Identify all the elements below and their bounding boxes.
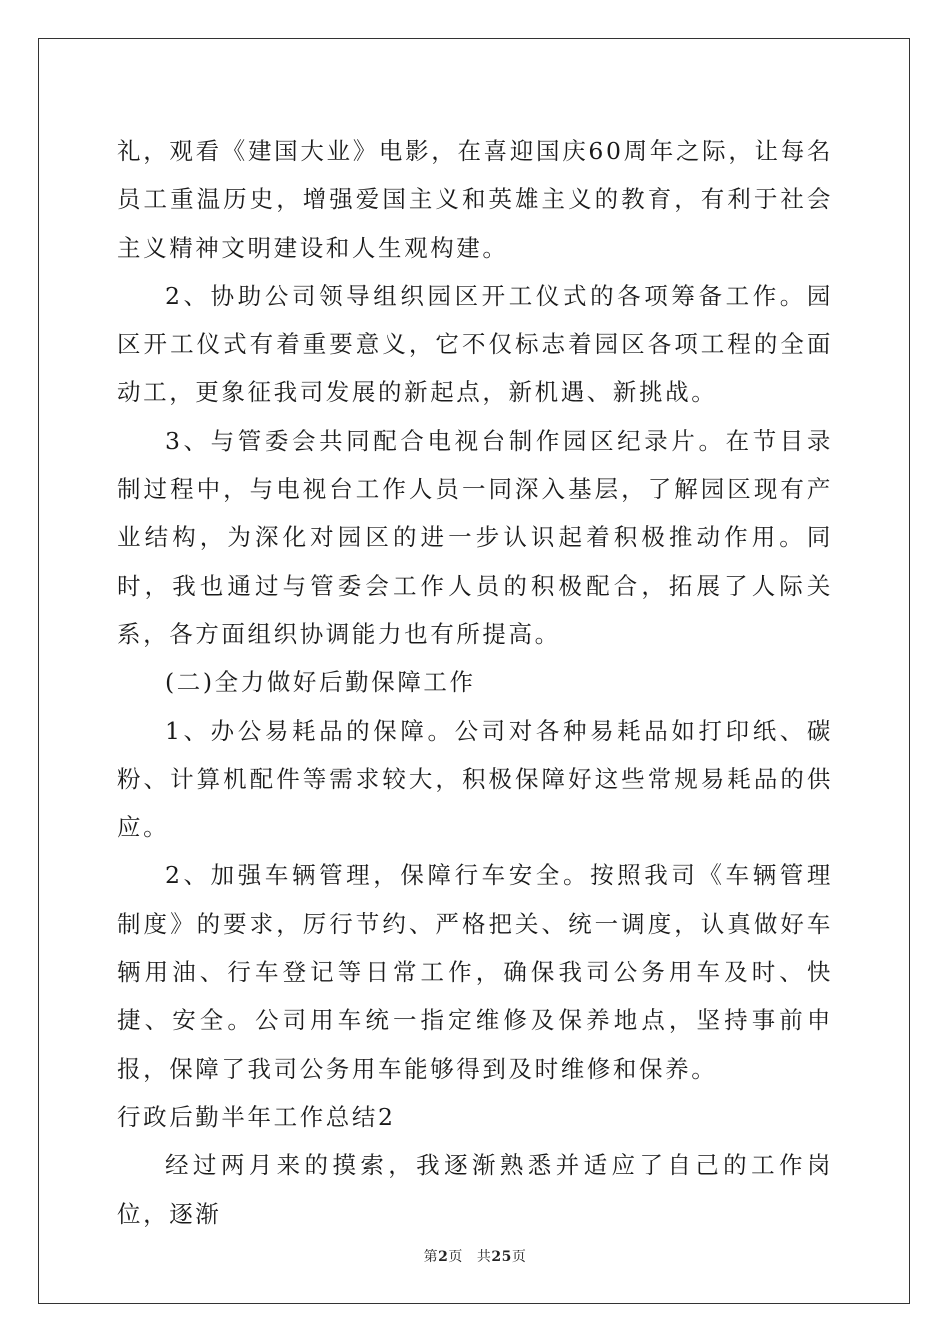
paragraph: 1、办公易耗品的保障。公司对各种易耗品如打印纸、碳粉、计算机配件等需求较大，积极保障好这些常规易耗品的供应。 [117, 716, 833, 842]
footer-page-prefix: 第 [423, 1249, 439, 1265]
footer-total-suffix: 页 [511, 1249, 527, 1265]
paragraph: 3、与管委会共同配合电视台制作园区纪录片。在节目录制过程中，与电视台工作人员一同深入基层，了解园区现有产业结构，为深化对园区的进一步认识起着积极推动作用。同时，我也通过与管委会工作人员的积极配合，拓展了人际关系，各方面组织协调能力也有所提高。 [117, 426, 833, 648]
section-title: 行政后勤半年工作总结2 [117, 1102, 396, 1131]
document-body [117, 127, 833, 1238]
footer-page-number: 2 [438, 1249, 449, 1265]
footer-total-prefix: 共 [476, 1249, 492, 1265]
footer-total-pages: 25 [491, 1249, 512, 1265]
paragraph: 礼，观看《建国大业》电影，在喜迎国庆60周年之际，让每名员工重温历史，增强爱国主义和英雄主义的教育，有利于社会主义精神文明建设和人生观构建。 [117, 137, 833, 262]
footer-page-suffix: 页 [448, 1249, 463, 1265]
paragraph: 经过两月来的摸索，我逐渐熟悉并适应了自己的工作岗位，逐渐 [117, 1151, 833, 1228]
section-subheading: (二)全力做好后勤保障工作 [165, 668, 476, 697]
page-footer [0, 1246, 950, 1266]
paragraph: 2、协助公司领导组织园区开工仪式的各项筹备工作。园区开工仪式有着重要意义，它不仅标志着园区各项工程的全面动工，更象征我司发展的新起点，新机遇、新挑战。 [117, 281, 833, 407]
paragraph: 2、加强车辆管理，保障行车安全。按照我司《车辆管理制度》的要求，厉行节约、严格把关、统一调度，认真做好车辆用油、行车登记等日常工作，确保我司公务用车及时、快捷、安全。公司用车统一指定维修及保养地点，坚持事前申报，保障了我司公务用车能够得到及时维修和保养。 [117, 861, 833, 1083]
